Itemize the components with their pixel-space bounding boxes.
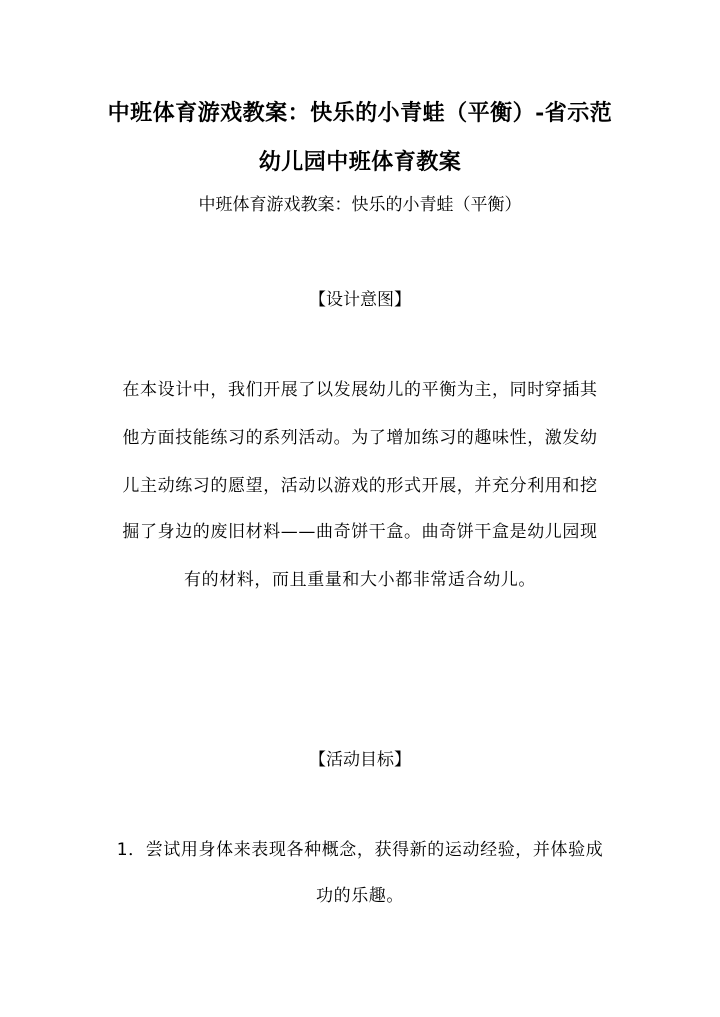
section-heading-design-intent: 【设计意图】 [309,290,411,310]
list-item-line: 功的乐趣。 [316,886,404,906]
paragraph-line: 在本设计中，我们开展了以发展幼儿的平衡为主，同时穿插其 [122,380,598,400]
list-item-line: 1．尝试用身体来表现各种概念，获得新的运动经验，并体验成 [116,840,604,860]
paragraph-line: 有的材料，而且重量和大小都非常适合幼儿。 [184,570,536,590]
paragraph-line: 他方面技能练习的系列活动。为了增加练习的趣味性，激发幼 [122,428,598,448]
paragraph-line: 掘了身边的废旧材料——曲奇饼干盒。曲奇饼干盒是幼儿园现 [122,522,598,542]
section-heading-activity-goals: 【活动目标】 [309,750,411,770]
document-title-line-2: 幼儿园中班体育教案 [258,149,462,175]
document-title-line-1: 中班体育游戏教案：快乐的小青蛙（平衡）-省示范 [107,100,613,126]
paragraph-line: 儿主动练习的愿望，活动以游戏的形式开展，并充分利用和挖 [122,476,598,496]
document-subtitle: 中班体育游戏教案：快乐的小青蛙（平衡） [198,195,522,215]
